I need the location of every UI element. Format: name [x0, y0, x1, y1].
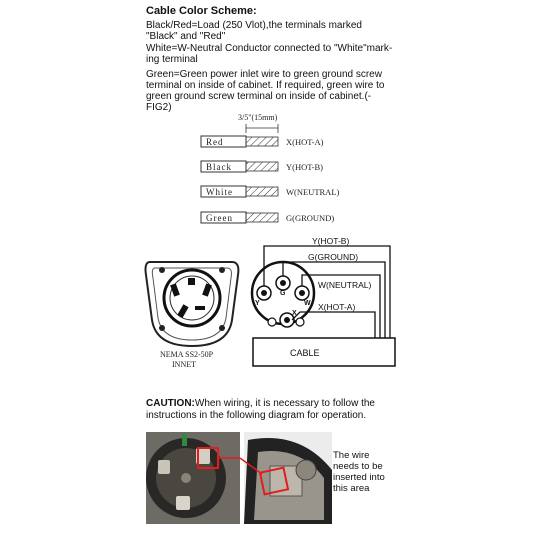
wire-label-green: Green — [206, 213, 233, 223]
scheme-line-8: FIG2) — [146, 102, 172, 113]
inlet-caption-2: INNET — [172, 360, 196, 369]
scheme-line-6: terminal on inside of cabinet. If required, green wire to — [146, 80, 385, 91]
photo-terminal-closeup — [240, 432, 332, 524]
nema-inlet-drawing — [146, 262, 239, 346]
scheme-title: Cable Color Scheme: — [146, 5, 257, 17]
pin-y — [257, 286, 271, 300]
photo-note-line-1: The wire — [333, 450, 370, 461]
pin-w — [295, 286, 309, 300]
scheme-line-1: Black/Red=Load (250 Vlot),the terminals marked — [146, 20, 362, 31]
pin-label-w: W — [304, 300, 311, 307]
wire-code-w: W(NEUTRAL) — [286, 187, 340, 197]
photo-note-line-2: needs to be — [333, 461, 383, 472]
wire-code-g: G(GROUND) — [286, 213, 335, 223]
scheme-line-3: White=W-Neutral Conductor connected to "White"mark- — [146, 43, 393, 54]
scheme-line-2: "Black" and "Red" — [146, 31, 226, 42]
pin-label-x: X — [292, 310, 297, 317]
terminal-label-hot-b: Y(HOT-B) — [312, 236, 350, 246]
photo-note-line-3: inserted into — [333, 472, 385, 483]
terminal-label-ground: G(GROUND) — [308, 252, 359, 262]
pin-label-g: G — [280, 290, 286, 297]
photo-note — [333, 450, 385, 494]
terminal-label-hot-a: X(HOT-A) — [318, 302, 356, 312]
terminal-label-neutral: W(NEUTRAL) — [318, 280, 372, 290]
inlet-caption-1: NEMA SS2-50P — [160, 350, 214, 359]
caution-label: CAUTION: — [146, 398, 195, 409]
caution-text — [146, 398, 406, 410]
pin-label-y: Y — [255, 300, 260, 307]
wire-code-y: Y(HOT-B) — [286, 162, 323, 172]
scheme-line-5: Green=Green power inlet wire to green ground screw — [146, 69, 382, 80]
scheme-line-7: green ground screw terminal on inside of cabinet.(- — [146, 91, 372, 102]
photo-inlet-closeup — [146, 432, 240, 524]
cable-label: CABLE — [290, 348, 320, 358]
wire-label-red: Red — [206, 137, 224, 147]
caution-line-1: When wiring, it is necessary to follow the — [194, 398, 375, 409]
strip-dimension: 3/5"(15mm) — [238, 113, 278, 122]
pin-g — [276, 276, 290, 290]
photo-note-line-4: this area — [333, 483, 370, 494]
wire-label-black: Black — [206, 162, 232, 172]
wire-label-white: White — [206, 187, 233, 197]
wire-code-x: X(HOT-A) — [286, 137, 324, 147]
scheme-line-4: ing terminal — [146, 54, 198, 65]
caution-line-2: instructions in the following diagram for operation. — [146, 410, 367, 421]
